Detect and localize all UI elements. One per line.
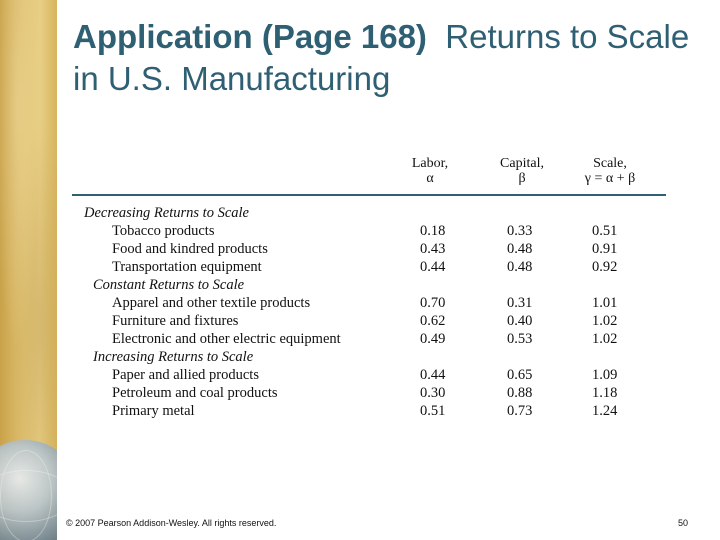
table-row: Transportation equipment 0.44 0.48 0.92 [112, 259, 618, 275]
header-rule [72, 194, 666, 196]
slide-title-bold: Application (Page 168) [73, 18, 427, 55]
header-scale: Scale, γ = α + β [584, 156, 636, 186]
slide-title [73, 16, 703, 100]
decorative-sidebar [0, 0, 57, 540]
section-increasing: Increasing Returns to Scale [93, 349, 254, 365]
table-body [72, 204, 666, 420]
table-row: Apparel and other textile products 0.70 0.31 1.01 [112, 295, 618, 311]
copyright-footer: © 2007 Pearson Addison-Wesley. All rights reserved. [66, 518, 277, 528]
returns-table [72, 152, 666, 420]
section-decreasing: Decreasing Returns to Scale [84, 205, 249, 221]
globe-image [0, 440, 57, 540]
slide-title-rest: Returns to Scale in U.S. Manufacturing [73, 18, 690, 97]
page-number: 50 [678, 518, 689, 528]
table-row: Petroleum and coal products 0.30 0.88 1.18 [112, 385, 618, 401]
table-header [72, 152, 666, 192]
table-row: Tobacco products 0.18 0.33 0.51 [112, 223, 618, 239]
table-row: Food and kindred products 0.43 0.48 0.91 [112, 241, 618, 257]
section-constant: Constant Returns to Scale [93, 277, 245, 293]
table-row: Furniture and fixtures 0.62 0.40 1.02 [112, 313, 618, 329]
table-row: Paper and allied products 0.44 0.65 1.09 [112, 367, 618, 383]
header-labor: Labor, α [411, 156, 449, 186]
header-capital: Capital, β [500, 156, 544, 186]
table-row: Primary metal 0.51 0.73 1.24 [112, 403, 618, 419]
table-row: Electronic and other electric equipment 0.49 0.53 1.02 [112, 331, 618, 347]
